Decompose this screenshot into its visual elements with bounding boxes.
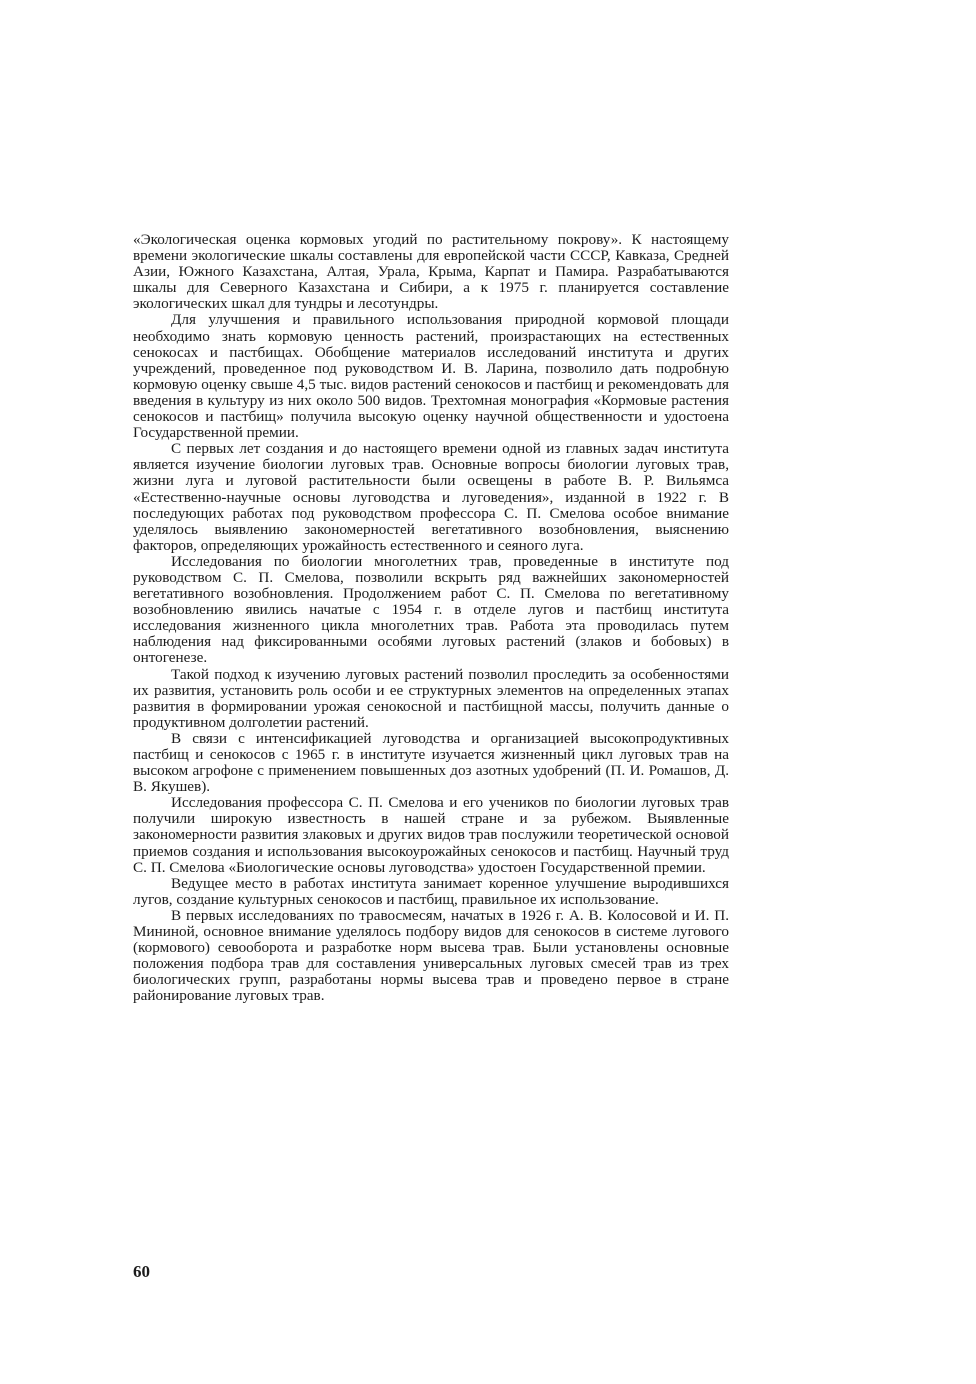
paragraph: «Экологическая оценка кормовых угодий по растительному покрову». К настоящему времени экологические шкалы составлены для европейской части СССР, Кавказа, Средней Азии, Южного Казахстана, Алтая, Урала, Крыма, Карпат и Памира. Разрабатываются шкалы для Северного Казахстана и Сибири, а к 1975 г. планируется составление экологических шкал для тундры и лесотундры. (133, 231, 729, 313)
paragraph: Исследования по биологии многолетних трав, проведенные в институте под руководством С. П. Смелова, позволили вскрыть ряд важнейших закономерностей вегетативного возобновления. Продолжением работ С. П. Смелова по вегетативному возобновлению явились начатые с 1954 г. в отделе лугов и пастбищ института исследования жизненного цикла многолетних трав. Работа эта проводилась путем наблюдения над фиксированными особями луговых растений (злаков и бобовых) в онтогенезе. (133, 552, 729, 667)
paragraph: В связи с интенсификацией луговодства и организацией высокопродуктивных пастбищ и сенокосов с 1965 г. в институте изучается жизненный цикл луговых трав на высоком агрофоне с применением повышенных доз азотных удобрений (П. И. Ромашов, Д. В. Якушев). (133, 729, 729, 796)
paragraph: Исследования профессора С. П. Смелова и его учеников по биологии луговых трав получили широкую известность в нашей стране и за рубежом. Выявленные закономерности развития злаковых и других видов трав послужили теоретической основой приемов создания и использования высокоурожайных сенокосов и пастбищ. Научный труд С. П. Смелова «Биологические основы луговодства» удостоен Государственной премии. (133, 794, 729, 876)
paragraph: Такой подход к изучению луговых растений позволил проследить за особенностями их развития, установить роль особи и ее структурных элементов на определенных этапах развития в формировании урожая сенокосной и пастбищной массы, получить данные о продуктивном долголетии растений. (133, 665, 729, 731)
paragraph: Ведущее место в работах института занимает коренное улучшение выродившихся лугов, создание культурных сенокосов и пастбищ, правильное их использование. (133, 874, 729, 908)
page-body (133, 232, 729, 1005)
paragraph: Для улучшения и правильного использования природной кормовой площади необходимо знать кормовую ценность растений, произрастающих на естественных сенокосах и пастбищах. Обобщение материалов исследований института и других учреждений, проведенное под руководством И. В. Ларина, позволило дать подробную кормовую оценку свыше 4,5 тыс. видов растений сенокосов и пастбищ и рекомендовать для введения в культуру из них около 500 видов. Трехтомная монография «Кормовые растения сенокосов и пастбищ» получила высокую оценку научной общественности и удостоена Государственной премии. (133, 311, 729, 442)
page-number: 60 (133, 1262, 150, 1281)
paragraph: В первых исследованиях по травосмесям, начатых в 1926 г. А. В. Колосовой и И. П. Мининой, основное внимание уделялось подбору видов для сенокосов в системе лугового (кормового) севооборота и разработке норм высева трав. Были установлены основные положения подбора трав для составления универсальных луговых смесей трав из трех биологических групп, разработаны нормы высева трав и проведено первое в стране районирование луговых трав. (133, 906, 729, 1005)
paragraph: С первых лет создания и до настоящего времени одной из главных задач института является изучение биологии луговых трав. Основные вопросы биологии луговых трав, жизни луга и луговой растительности были освещены в работе В. Р. Вильямса «Естественно-научные основы луговодства и луговедения», изданной в 1922 г. В последующих работах под руководством профессора С. П. Смелова особое внимание уделялось выявлению закономерностей вегетативного возобновления, выяснению факторов, определяющих урожайность естественного и сеяного луга. (133, 440, 729, 554)
